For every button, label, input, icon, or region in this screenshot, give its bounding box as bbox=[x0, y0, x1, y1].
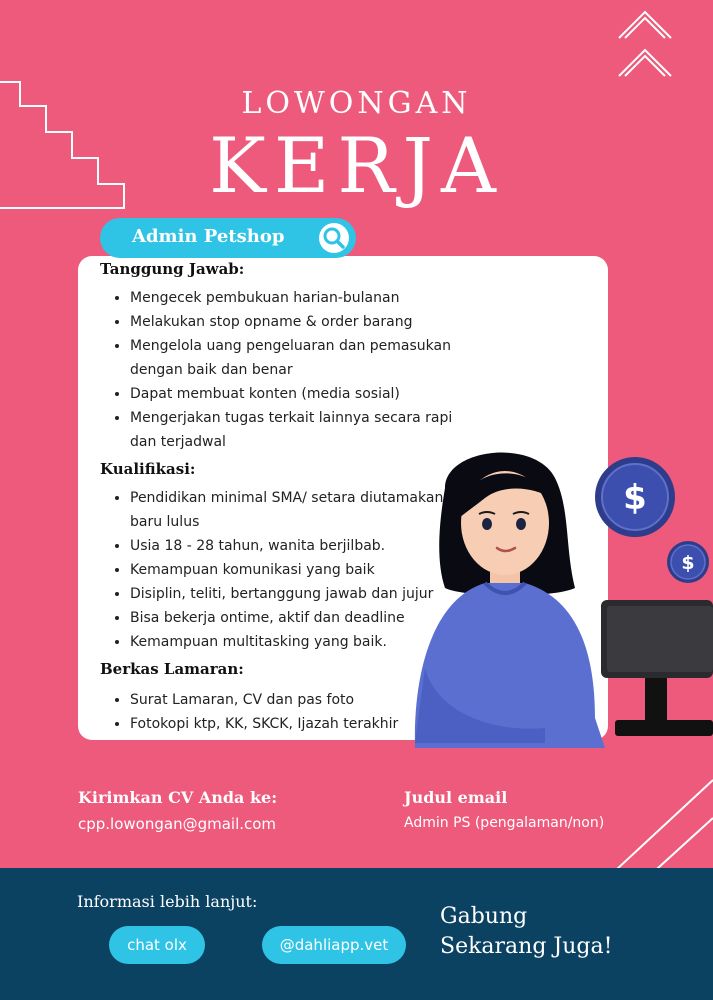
svg-text:$: $ bbox=[681, 552, 695, 574]
list-item: • Usia 18 - 28 tahun, wanita berjilbab. bbox=[130, 534, 470, 558]
section-title-kualifikasi: Kualifikasi: bbox=[100, 460, 196, 478]
section-title-berkas-lamaran: Berkas Lamaran: bbox=[100, 660, 244, 678]
list-item: • Mengelola uang pengeluaran dan pemasukan dengan baik dan benar bbox=[130, 334, 470, 382]
list-item: • Dapat membuat konten (media sosial) bbox=[130, 382, 470, 406]
list-item: • Fotokopi ktp, KK, SKCK, Ijazah terakhir bbox=[130, 712, 470, 736]
email-subject-label: Judul email bbox=[404, 788, 508, 807]
instagram-handle-button[interactable]: @dahliapp.vet bbox=[262, 926, 406, 964]
more-info-label: Informasi lebih lanjut: bbox=[77, 892, 258, 911]
list-item: • Pendidikan minimal SMA/ setara diutamakan baru lulus bbox=[130, 486, 470, 534]
list-item: • Melakukan stop opname & order barang bbox=[130, 310, 470, 334]
section-title-tanggung-jawab: Tanggung Jawab: bbox=[100, 260, 245, 278]
list-item: • Disiplin, teliti, bertanggung jawab dan jujur bbox=[130, 582, 470, 606]
title-lowongan: LOWONGAN bbox=[241, 86, 472, 121]
job-title: Admin Petshop bbox=[132, 226, 285, 247]
search-icon bbox=[318, 222, 350, 254]
list-item: • Surat Lamaran, CV dan pas foto bbox=[130, 688, 470, 712]
list-item: • Kemampuan multitasking yang baik. bbox=[130, 630, 470, 654]
join-line-1: Gabung bbox=[440, 904, 528, 929]
list-item: • Mengerjakan tugas terkait lainnya secara rapi dan terjadwal bbox=[130, 406, 470, 454]
chevron-up-decoration bbox=[615, 4, 675, 80]
svg-text:$: $ bbox=[623, 478, 647, 518]
tanggung-jawab-list bbox=[106, 286, 470, 454]
join-line-2: Sekarang Juga! bbox=[440, 934, 613, 959]
send-cv-label: Kirimkan CV Anda ke: bbox=[78, 788, 278, 807]
title-kerja: KERJA bbox=[209, 121, 504, 210]
job-title-pill bbox=[100, 218, 356, 258]
contact-email[interactable]: cpp.lowongan@gmail.com bbox=[78, 815, 277, 833]
join-now-text bbox=[440, 902, 660, 962]
list-item: • Mengecek pembukuan harian-bulanan bbox=[130, 286, 470, 310]
email-subject-value: Admin PS (pengalaman/non) bbox=[404, 815, 605, 831]
chat-olx-button[interactable]: chat olx bbox=[109, 926, 205, 964]
list-item: • Kemampuan komunikasi yang baik bbox=[130, 558, 470, 582]
footer bbox=[0, 868, 713, 1000]
woman-at-computer-illustration bbox=[405, 448, 713, 748]
list-item: • Bisa bekerja ontime, aktif dan deadline bbox=[130, 606, 470, 630]
